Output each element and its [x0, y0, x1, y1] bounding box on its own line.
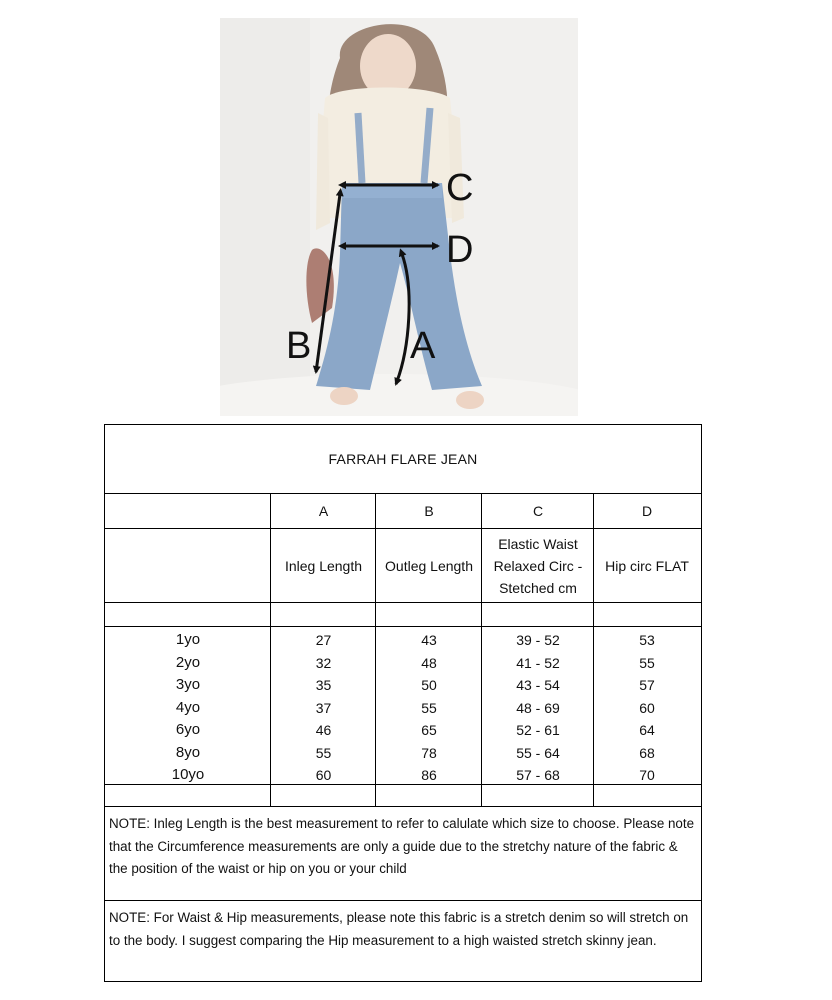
waist-cell: 55 - 64	[516, 744, 560, 761]
column-divider	[375, 494, 376, 807]
inleg-cell: 35	[315, 677, 332, 693]
waist-cell: 39 - 52	[516, 632, 560, 648]
column-divider	[270, 494, 271, 807]
outleg-cell: 43	[421, 632, 437, 648]
waist-cell: 41 - 52	[516, 654, 560, 671]
outleg-cell: 65	[421, 722, 437, 738]
note-row	[105, 901, 701, 981]
column-name-hip: Hip circ FLAT	[605, 557, 689, 574]
size-cell: 4yo	[175, 698, 201, 716]
inleg-cell: 46	[315, 722, 332, 738]
table-row	[105, 742, 701, 764]
inleg-cell: 37	[315, 699, 332, 716]
hip-cell: 53	[639, 632, 655, 648]
column-letter-row	[105, 494, 701, 529]
table-row	[105, 764, 701, 786]
outleg-cell: 48	[421, 654, 437, 671]
column-letter-d: D	[641, 503, 653, 519]
spacer-row	[105, 603, 701, 627]
spacer-row	[105, 785, 701, 807]
column-name-inleg: Inleg Length	[284, 557, 363, 574]
size-cell: 10yo	[171, 766, 205, 783]
column-divider	[481, 494, 482, 807]
waist-cell: 43 - 54	[516, 677, 560, 693]
hip-cell: 70	[639, 767, 655, 783]
waist-cell: 48 - 69	[516, 699, 560, 716]
table-row	[105, 674, 701, 696]
size-chart-table	[104, 424, 702, 982]
column-divider	[593, 494, 594, 807]
column-letter-c: C	[532, 503, 544, 519]
hip-cell: 55	[639, 654, 655, 671]
title-row	[105, 425, 701, 494]
product-photo	[220, 18, 578, 416]
note-row	[105, 807, 701, 901]
table-row	[105, 719, 701, 741]
chart-title: FARRAH FLARE JEAN	[328, 451, 478, 467]
inleg-cell: 60	[315, 767, 332, 783]
hip-cell: 68	[639, 744, 655, 761]
size-rows	[105, 627, 701, 785]
waist-cell: 52 - 61	[516, 722, 560, 738]
marker-c: C	[446, 167, 474, 209]
table-row	[105, 652, 701, 674]
marker-d: D	[446, 229, 474, 271]
waist-cell: 57 - 68	[516, 767, 560, 783]
size-cell: 2yo	[175, 653, 201, 671]
column-letter-b: B	[424, 503, 434, 519]
outleg-cell: 78	[421, 744, 437, 761]
marker-a: A	[410, 325, 436, 367]
table-row	[105, 697, 701, 719]
hip-cell: 60	[639, 699, 655, 716]
outleg-cell: 55	[421, 699, 437, 716]
marker-b: B	[286, 325, 312, 367]
column-name-row	[105, 529, 701, 603]
column-name-waist: Elastic Waist Relaxed Circ - Stetched cm	[493, 535, 583, 596]
size-cell: 6yo	[175, 721, 201, 738]
size-cell: 8yo	[175, 743, 201, 761]
table-row	[105, 629, 701, 651]
size-cell: 1yo	[175, 631, 201, 648]
column-name-outleg: Outleg Length	[385, 557, 473, 574]
hip-cell: 64	[639, 722, 655, 738]
outleg-cell: 50	[421, 677, 437, 693]
inleg-cell: 32	[315, 654, 332, 671]
size-cell: 3yo	[175, 676, 201, 693]
hip-cell: 57	[639, 677, 655, 693]
note-inleg: NOTE: Inleg Length is the best measurement to refer to calulate which size to choose. Please note that the Circumference measurements are only a guide due to the stretchy nature of the fabric & the position of the waist or hip on you or your child	[109, 816, 695, 876]
inleg-cell: 55	[315, 744, 332, 761]
column-letter-a: A	[318, 503, 329, 519]
outleg-cell: 86	[421, 767, 437, 783]
note-stretch: NOTE: For Waist & Hip measurements, please note this fabric is a stretch denim so will stretch on to the body. I suggest comparing the Hip measurement to a high waisted stretch skinny jean.	[109, 910, 689, 948]
inleg-cell: 27	[315, 632, 332, 648]
measurement-diagram	[220, 18, 578, 416]
